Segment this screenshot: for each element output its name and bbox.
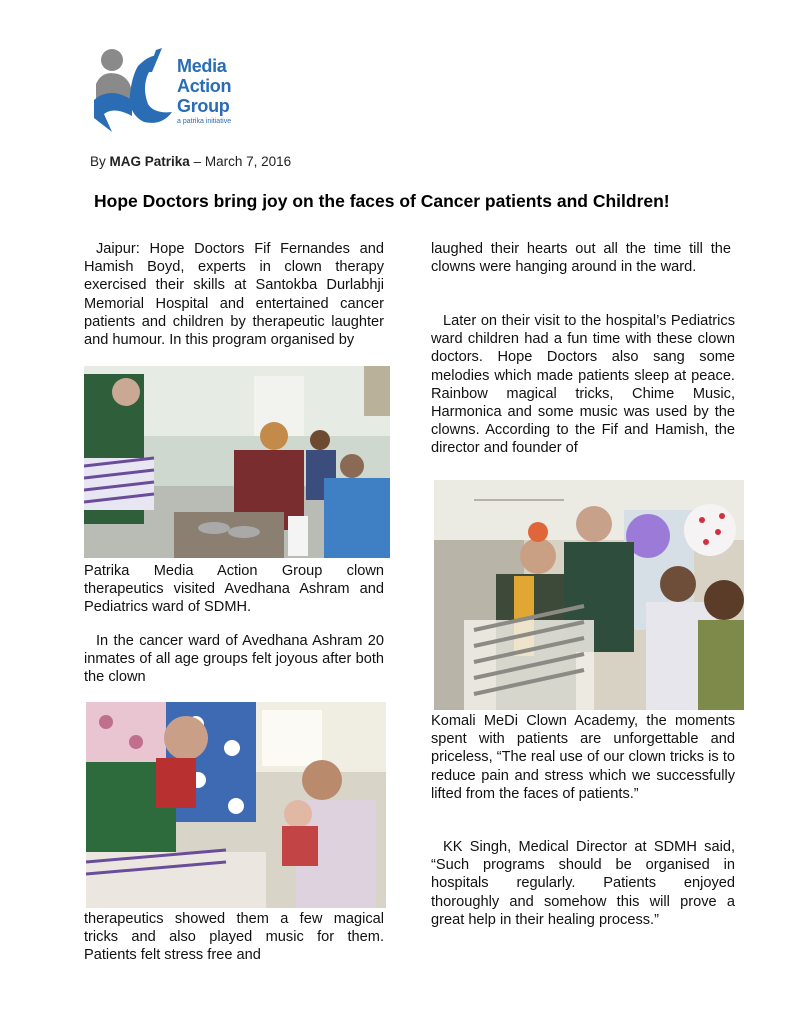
logo-wordmark (177, 56, 231, 116)
logo-mark-icon (92, 44, 177, 136)
left-paragraph-1: Jaipur: Hope Doctors Fif Fernandes and Hamish Boyd, experts in clown therapy exercised their skills at Santokba Durlabhji Memorial Hospital and entertained cancer patients and children by therapeutic laughter and humour. In this program organised by (84, 241, 384, 349)
byline-separator: – (193, 154, 202, 169)
photo-clown-with-elderly-patients (84, 366, 390, 558)
byline-date: March 7, 2016 (204, 154, 292, 169)
media-action-group-logo (92, 44, 252, 136)
logo-line-action: Action (177, 76, 232, 96)
article-headline: Hope Doctors bring joy on the faces of Cancer patients and Children! (94, 191, 670, 211)
right-paragraph-4: KK Singh, Medical Director at SDMH said, “Such programs should be organised in hospitals regularly. Patients enjoyed thoroughly and somehow this will prove a great help in their healing process.” (431, 839, 735, 928)
byline-prefix: By (90, 154, 106, 169)
right-paragraph-2: Later on their visit to the hospital’s Pediatrics ward children had a fun time with these clown doctors. Hope Doctors also sang some melodies which made patients sleep at peace. Rainbow magical tricks, Chime Music, Harmonica and some music was used by the clowns. According to the Fif and Hamish, the director and founder of (431, 313, 735, 457)
byline (90, 154, 291, 169)
photo-clowns-with-pediatric-patients (434, 480, 744, 710)
right-paragraph-3: Komali MeDi Clown Academy, the moments spent with patients are unforgettable and priceless, “The real use of our clown tricks is to reduce pain and stress which we successfully lifted from the faces of patients.” (431, 713, 735, 802)
logo-tagline: a patrika initiative (177, 118, 232, 125)
photo-caption-left: Patrika Media Action Group clown therapeutics visited Avedhana Ashram and Pediatrics ward of SDMH. (84, 563, 384, 616)
left-paragraph-3: In the cancer ward of Avedhana Ashram 20 inmates of all age groups felt joyous after both the clown (84, 633, 384, 686)
byline-author: MAG Patrika (109, 154, 190, 169)
left-paragraph-4: therapeutics showed them a few magical tricks and also played music for them. Patients felt stress free and (84, 911, 384, 964)
logo-line-group: Group (177, 96, 230, 116)
logo-line-media: Media (177, 56, 227, 76)
right-paragraph-1: laughed their hearts out all the time till the clowns were hanging around in the ward. (431, 241, 731, 276)
photo-clown-with-mother-and-baby (86, 702, 386, 908)
